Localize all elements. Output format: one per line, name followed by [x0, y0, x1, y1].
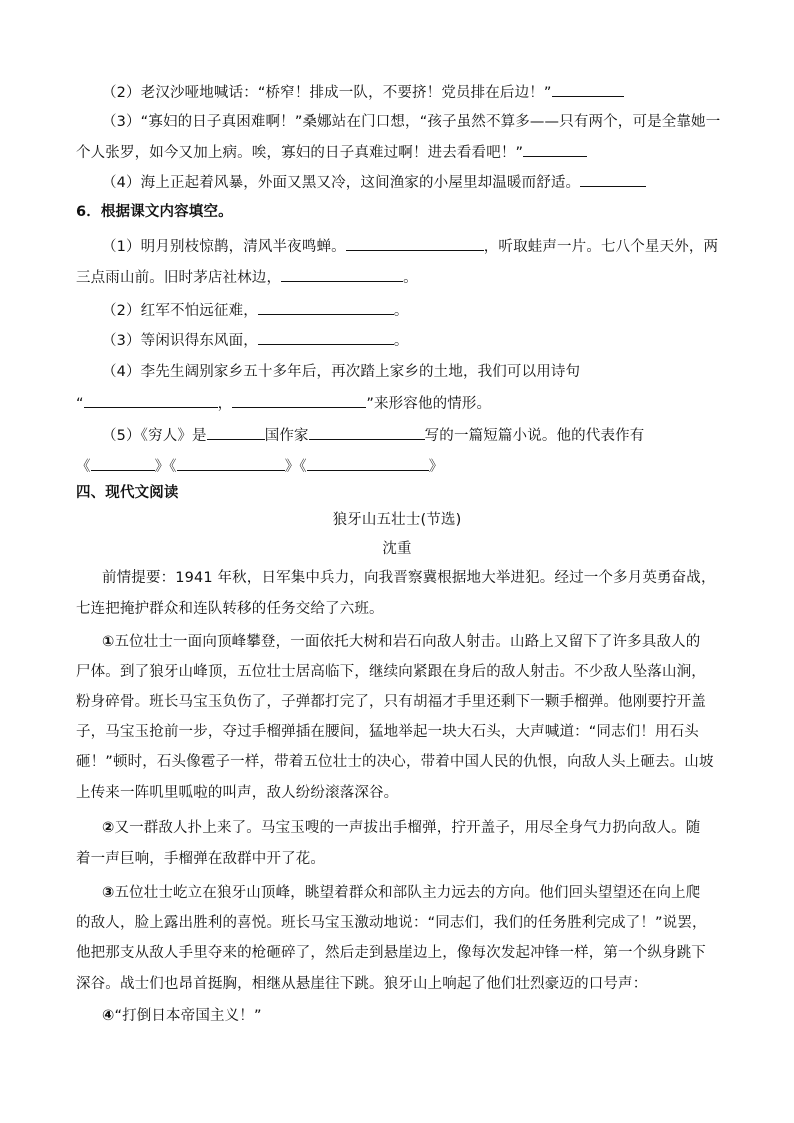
para-number: ③ [102, 885, 115, 901]
answer-blank[interactable] [258, 330, 394, 345]
q5-item-3-line2 [76, 142, 587, 163]
answer-blank[interactable] [552, 82, 624, 97]
para1-line6: 上传来一阵叽里呱啦的叫声，敌人纷纷滚落深谷。 [76, 785, 399, 801]
q6-item-4-line2 [76, 393, 491, 414]
para1-line1 [102, 632, 700, 652]
q6-text: ，听取蛙声一片。七八个星天外，两 [483, 239, 719, 255]
answer-blank[interactable] [84, 393, 218, 408]
para1-line2: 尸体。到了狼牙山峰顶，五位壮士居高临下，继续向紧跟在身后的敌人射击。不少敌人坠落山涧， [76, 664, 706, 680]
para1-line4: 子，马宝玉抢前一步，夺过手榴弹插在腰间，猛地举起一块大石头，大声喊道：“同志们！用石头 [76, 724, 699, 740]
q6-text: 》 [428, 459, 444, 475]
para-text: “打倒日本帝国主义！” [114, 1008, 262, 1024]
q5-item-2-text: （2）老汉沙哑地喊话：“桥窄！排成一队，不要挤！党员排在后边！” [102, 85, 552, 101]
q6-text: “ [76, 396, 84, 412]
q6-item-4-line1: （4）李先生阔别家乡五十多年后，再次踏上家乡的土地，我们可以用诗句 [102, 364, 581, 380]
intro-line2: 七连把掩护群众和连队转移的任务交给了六班。 [76, 601, 384, 617]
para-text: 又一群敌人扑上来了。马宝玉嗖的一声拔出手榴弹，拧开盖子，用尽全身气力扔向敌人。随 [114, 820, 701, 836]
answer-blank[interactable] [281, 267, 403, 282]
answer-blank[interactable] [232, 393, 366, 408]
para-text: 五位壮士屹立在狼牙山顶峰，眺望着群众和部队主力远去的方向。他们回头望望还在向上爬 [114, 885, 701, 901]
q6-heading: 6．根据课文内容填空。 [76, 204, 233, 220]
q6-text: 写的一篇短篇小说。他的代表作有 [424, 428, 645, 444]
answer-blank[interactable] [258, 300, 394, 315]
answer-blank[interactable] [346, 236, 484, 251]
para-number: ② [102, 820, 115, 836]
section-heading: 四、现代文阅读 [76, 485, 179, 501]
answer-blank[interactable] [177, 456, 285, 471]
q6-item-5-line1 [102, 425, 644, 446]
para-text: 五位壮士一面向顶峰攀登，一面依托大树和岩石向敌人射击。山路上又留下了许多具敌人的 [114, 634, 701, 650]
q6-item-1-line1 [102, 236, 718, 257]
q5-item-3-line1: （3）“寡妇的日子真困难啊！”桑娜站在门口想，“孩子虽然不算多——只有两个，可是全靠她一 [102, 114, 721, 130]
q6-item-2 [102, 300, 409, 321]
para2-line2: 着一声巨响，手榴弹在敌群中开了花。 [76, 851, 326, 867]
q6-item-1-line2 [76, 267, 418, 288]
q6-text: 。 [393, 333, 409, 349]
q5-item-4-text: （4）海上正起着风暴，外面又黑又冷，这间渔家的小屋里却温暖而舒适。 [102, 175, 581, 191]
q6-item-5-line2 [76, 456, 443, 477]
passage-title: 狼牙山五壮士(节选) [332, 512, 462, 528]
q6-text: （5）《穷人》是 [102, 428, 207, 444]
para-number: ① [102, 634, 115, 650]
intro-line1: 前情提要：1941 年秋，日军集中兵力，向我晋察冀根据地大举进犯。经过一个多月英勇奋战， [102, 570, 716, 586]
answer-blank[interactable] [91, 456, 155, 471]
q6-text: 。 [393, 303, 409, 319]
answer-blank[interactable] [309, 425, 425, 440]
answer-blank[interactable] [207, 425, 265, 440]
q5-item-2 [102, 82, 624, 103]
passage-author: 沈重 [382, 541, 412, 557]
q5-item-4 [102, 172, 646, 193]
answer-blank[interactable] [523, 142, 587, 157]
para3-line1 [102, 883, 700, 903]
para1-line5: 砸！”顿时，石头像雹子一样，带着五位壮士的决心，带着中国人民的仇恨，向敌人头上砸去。山坡 [76, 754, 714, 770]
q6-text: （1）明月别枝惊鹊，清风半夜鸣蝉。 [102, 239, 346, 255]
answer-blank[interactable] [580, 172, 646, 187]
para3-line2: 的敌人，脸上露出胜利的喜悦。班长马宝玉激动地说：“同志们，我们的任务胜利完成了！”说罢， [76, 915, 707, 931]
q6-text: 》《 [284, 459, 307, 475]
q6-text: ”来形容他的情形。 [366, 396, 492, 412]
para3-line4: 深谷。战士们也昂首挺胸，相继从悬崖往下跳。狼牙山上响起了他们壮烈豪迈的口号声： [76, 976, 648, 992]
para1-line3: 粉身碎骨。班长马宝玉负伤了，子弹都打完了，只有胡福才手里还剩下一颗手榴弹。他刚要拧开盖 [76, 694, 706, 710]
q6-text: 《 [76, 459, 91, 475]
q6-text: （2）红军不怕远征难， [102, 303, 258, 319]
answer-blank[interactable] [307, 456, 429, 471]
q6-text: （3）等闲识得东风面， [102, 333, 258, 349]
q5-item-3-text: 个人张罗，如今又加上病。唉，寡妇的日子真难过啊！进去看看吧！” [76, 145, 524, 161]
para-number: ④ [102, 1008, 115, 1024]
q6-text: 》《 [154, 459, 177, 475]
para3-line3: 他把那支从敌人手里夺来的枪砸碎了，然后走到悬崖边上，像每次发起冲锋一样，第一个纵身跳下 [76, 945, 706, 961]
para4-line1 [102, 1006, 262, 1026]
q6-text: ， [217, 396, 233, 412]
q6-text: 。 [403, 270, 418, 286]
q6-text: 国作家 [264, 428, 309, 444]
para2-line1 [102, 818, 700, 838]
q6-text: 三点雨山前。旧时茅店社林边， [76, 270, 282, 286]
q6-item-3 [102, 330, 409, 351]
